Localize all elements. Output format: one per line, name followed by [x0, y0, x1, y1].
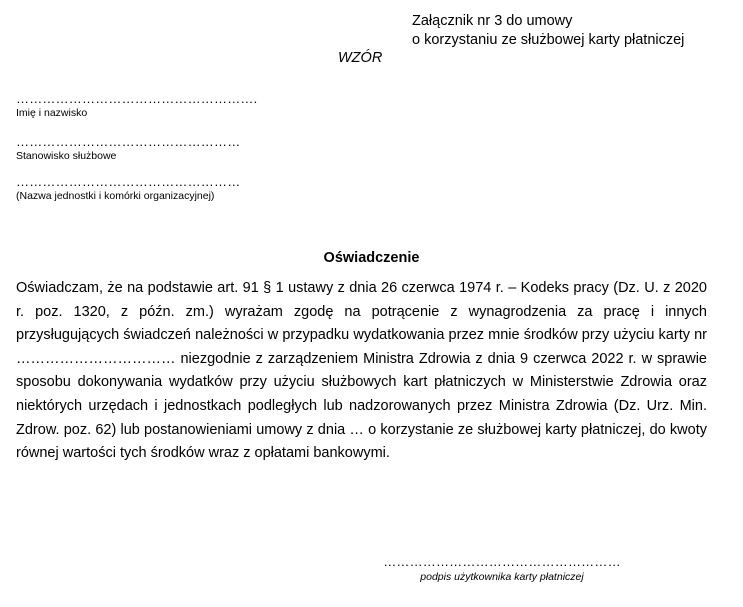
signature-caption: podpis użytkownika karty płatniczej	[420, 571, 584, 583]
unit-field-line: ……………………………………………	[16, 174, 241, 189]
annex-header	[412, 12, 684, 50]
position-field-caption: Stanowisko służbowe	[16, 150, 117, 162]
unit-field	[16, 175, 240, 203]
signature-line: ………………………………………………	[383, 554, 621, 569]
position-field-line: ……………………………………………	[16, 134, 241, 149]
template-label: WZÓR	[338, 50, 383, 66]
position-field	[16, 135, 240, 163]
name-field-line: ……………………………………………….	[16, 91, 258, 106]
statement-text: Oświadczam, że na podstawie art. 91 § 1 ustawy z dnia 26 czerwca 1974 r. – Kodeks pracy (Dz. U. z 2020 r. poz. 1320, z późn. zm.) wyrażam zgodę na potrącenie z wynagrodzenia za pracę i innych przysługujących świadczeń należności w przypadku wydatkowania przez mnie środków przy użyciu karty nr …………………………… niezgodnie z zarządzeniem Ministra Zdrowia z dnia 9 czerwca 2022 r. w sprawie sposobu dokonywania wydatków przy użyciu służbowych kart płatniczych w Ministerstwie Zdrowia oraz niektórych urzędach i jednostkach podległych lub nadzorowanych przez Ministra Zdrowia (Dz. Urz. Min. Zdrow. poz. 62) lub postanowieniami umowy z dnia … o korzystanie ze służbowej karty płatniczej, do kwoty równej wartości tych środków wraz z opłatami bankowymi.	[16, 280, 707, 462]
annex-line-1: Załącznik nr 3 do umowy	[412, 13, 573, 29]
signature-block	[362, 555, 642, 584]
annex-line-2: o korzystaniu ze służbowej karty płatniczej	[412, 32, 685, 48]
name-field-caption: Imię i nazwisko	[16, 107, 88, 119]
unit-field-caption: (Nazwa jednostki i komórki organizacyjnej)	[16, 190, 215, 202]
document-title: Oświadczenie	[323, 250, 420, 266]
name-field	[16, 92, 257, 120]
